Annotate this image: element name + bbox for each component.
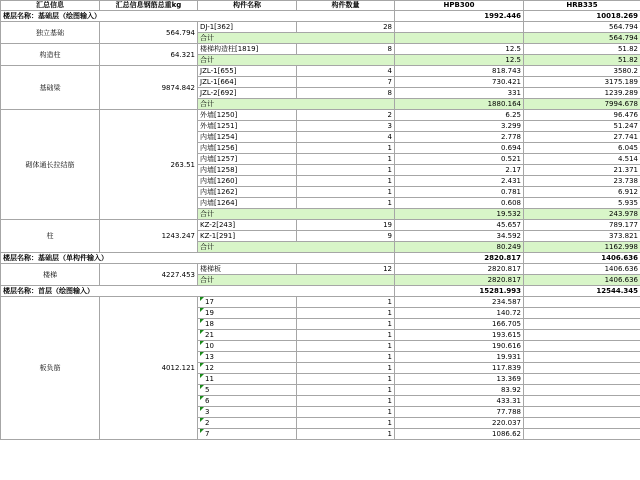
hrb335-cell[interactable] <box>524 319 640 330</box>
component-name-text: KZ-1[291] <box>200 232 236 240</box>
hpb300-cell[interactable]: 818.743 <box>395 66 524 77</box>
hpb300-cell[interactable]: 2.17 <box>395 165 524 176</box>
hrb335-cell[interactable]: 51.82 <box>524 44 640 55</box>
component-name-cell[interactable] <box>198 264 297 275</box>
component-count-cell[interactable]: 1 <box>297 154 395 165</box>
header-total-weight[interactable]: 汇总信息钢筋总重kg <box>100 1 198 11</box>
component-name-text: 21 <box>205 331 214 339</box>
component-count-cell[interactable]: 1 <box>297 330 395 341</box>
hrb335-cell[interactable]: 27.741 <box>524 132 640 143</box>
subtotal-label-cell[interactable]: 合计 <box>198 275 395 286</box>
component-name-cell[interactable] <box>198 121 297 132</box>
hrb335-cell[interactable]: 5.935 <box>524 198 640 209</box>
cell-marker-icon <box>200 429 204 433</box>
cell-marker-icon <box>200 352 204 356</box>
subtotal-hrb335-cell[interactable]: 7994.678 <box>524 99 640 110</box>
component-name-cell[interactable] <box>198 352 297 363</box>
hrb335-cell[interactable]: 1239.289 <box>524 88 640 99</box>
component-name-cell[interactable] <box>198 341 297 352</box>
component-count-cell[interactable]: 4 <box>297 132 395 143</box>
component-count-cell[interactable]: 1 <box>297 143 395 154</box>
component-count-cell[interactable]: 1 <box>297 187 395 198</box>
subtotal-label-cell[interactable]: 合计 <box>198 55 395 66</box>
component-name-text: KZ-2[243] <box>200 221 236 229</box>
component-name-cell[interactable] <box>198 319 297 330</box>
hpb300-cell[interactable]: 19.931 <box>395 352 524 363</box>
component-count-cell[interactable]: 1 <box>297 176 395 187</box>
component-count-cell[interactable]: 1 <box>297 165 395 176</box>
component-name-text: 内墙[1257] <box>200 155 238 163</box>
table-row <box>1 66 640 77</box>
group-weight-cell[interactable]: 1243.247 <box>100 220 198 253</box>
table-row <box>1 220 640 231</box>
header-hpb300[interactable]: HPB300 <box>395 1 524 11</box>
component-name-text: 楼梯构造柱[1819] <box>200 45 259 53</box>
component-name-cell[interactable] <box>198 44 297 55</box>
table-body <box>1 1 640 440</box>
hpb300-cell[interactable]: 2.431 <box>395 176 524 187</box>
cell-marker-icon <box>200 341 204 345</box>
hrb335-cell[interactable]: 51.247 <box>524 121 640 132</box>
hpb300-cell[interactable]: 140.72 <box>395 308 524 319</box>
group-weight-cell[interactable]: 64.321 <box>100 44 198 66</box>
group-weight-cell[interactable]: 9874.842 <box>100 66 198 110</box>
group-weight-cell[interactable]: 4227.453 <box>100 264 198 286</box>
group-name-cell[interactable]: 独立基础 <box>1 22 100 44</box>
component-name-text: 内墙[1264] <box>200 199 238 207</box>
hpb300-cell[interactable]: 166.705 <box>395 319 524 330</box>
table-row <box>1 264 640 275</box>
hrb335-cell[interactable]: 96.476 <box>524 110 640 121</box>
table-row <box>1 297 640 308</box>
floor-hpb300-total[interactable]: 1992.446 <box>395 11 524 22</box>
component-name-cell[interactable] <box>198 374 297 385</box>
component-name-text: 内墙[1254] <box>200 133 238 141</box>
hrb335-cell[interactable]: 789.177 <box>524 220 640 231</box>
cell-marker-icon <box>200 374 204 378</box>
component-count-cell[interactable]: 2 <box>297 110 395 121</box>
cell-marker-icon <box>200 330 204 334</box>
hpb300-cell[interactable]: 2820.817 <box>395 264 524 275</box>
component-name-cell[interactable] <box>198 385 297 396</box>
cell-marker-icon <box>200 396 204 400</box>
component-name-cell[interactable] <box>198 396 297 407</box>
floor-hrb335-total[interactable]: 1406.636 <box>524 253 640 264</box>
floor-hrb335-total[interactable]: 10018.269 <box>524 11 640 22</box>
component-count-cell[interactable]: 1 <box>297 352 395 363</box>
component-name-text: 外墙[1251] <box>200 122 238 130</box>
component-name-text: 3 <box>205 408 210 416</box>
hrb335-cell[interactable] <box>524 407 640 418</box>
hrb335-cell[interactable] <box>524 374 640 385</box>
floor-label[interactable]: 楼层名称：首层（绘图输入） <box>1 286 395 297</box>
component-count-cell[interactable]: 7 <box>297 77 395 88</box>
hpb300-cell[interactable]: 3.299 <box>395 121 524 132</box>
component-name-cell[interactable] <box>198 77 297 88</box>
hpb300-cell[interactable]: 0.694 <box>395 143 524 154</box>
header-hrb335[interactable]: HRB335 <box>524 1 640 11</box>
component-name-cell[interactable] <box>198 429 297 440</box>
hpb300-cell[interactable]: 12.5 <box>395 44 524 55</box>
hpb300-cell[interactable]: 2.778 <box>395 132 524 143</box>
component-count-cell[interactable]: 1 <box>297 308 395 319</box>
hrb335-cell[interactable] <box>524 330 640 341</box>
hrb335-cell[interactable]: 21.371 <box>524 165 640 176</box>
group-name-cell[interactable]: 柱 <box>1 220 100 253</box>
hpb300-cell[interactable]: 77.788 <box>395 407 524 418</box>
component-count-cell[interactable]: 1 <box>297 341 395 352</box>
hrb335-cell[interactable]: 373.821 <box>524 231 640 242</box>
component-name-text: 2 <box>205 419 210 427</box>
hpb300-cell[interactable]: 0.521 <box>395 154 524 165</box>
header-summary-info[interactable]: 汇总信息 <box>1 1 100 11</box>
component-name-text: 内墙[1262] <box>200 188 238 196</box>
component-name-text: 5 <box>205 386 210 394</box>
component-name-cell[interactable] <box>198 220 297 231</box>
hpb300-cell[interactable]: 45.657 <box>395 220 524 231</box>
component-count-cell[interactable]: 8 <box>297 88 395 99</box>
component-name-cell[interactable] <box>198 22 297 33</box>
hpb300-cell[interactable]: 190.616 <box>395 341 524 352</box>
component-name-cell[interactable] <box>198 198 297 209</box>
component-name-cell[interactable] <box>198 330 297 341</box>
component-name-cell[interactable] <box>198 363 297 374</box>
component-count-cell[interactable]: 1 <box>297 319 395 330</box>
subtotal-hpb300-cell[interactable]: 12.5 <box>395 55 524 66</box>
component-name-text: 19 <box>205 309 214 317</box>
hpb300-cell[interactable]: 6.25 <box>395 110 524 121</box>
subtotal-hrb335-cell[interactable]: 243.978 <box>524 209 640 220</box>
subtotal-hpb300-cell[interactable]: 19.532 <box>395 209 524 220</box>
subtotal-label-cell[interactable]: 合计 <box>198 99 395 110</box>
component-name-cell[interactable] <box>198 143 297 154</box>
component-count-cell[interactable]: 3 <box>297 121 395 132</box>
component-count-cell[interactable]: 19 <box>297 220 395 231</box>
group-name-cell[interactable]: 板负筋 <box>1 297 100 440</box>
hrb335-cell[interactable]: 23.738 <box>524 176 640 187</box>
hpb300-cell[interactable]: 234.587 <box>395 297 524 308</box>
hpb300-cell[interactable]: 13.369 <box>395 374 524 385</box>
component-name-text: 17 <box>205 298 214 306</box>
floor-hpb300-total[interactable]: 2820.817 <box>395 253 524 264</box>
subtotal-hpb300-cell[interactable]: 2820.817 <box>395 275 524 286</box>
hrb335-cell[interactable] <box>524 363 640 374</box>
hrb335-cell[interactable] <box>524 429 640 440</box>
cell-marker-icon <box>200 297 204 301</box>
hrb335-cell[interactable] <box>524 418 640 429</box>
component-name-cell[interactable] <box>198 110 297 121</box>
floor-hpb300-total[interactable]: 15281.993 <box>395 286 524 297</box>
component-name-cell[interactable] <box>198 165 297 176</box>
hrb335-cell[interactable] <box>524 385 640 396</box>
hrb335-cell[interactable]: 6.045 <box>524 143 640 154</box>
hrb335-cell[interactable] <box>524 308 640 319</box>
component-count-cell[interactable]: 1 <box>297 385 395 396</box>
component-count-cell[interactable]: 1 <box>297 396 395 407</box>
hpb300-cell[interactable]: 83.92 <box>395 385 524 396</box>
hpb300-cell[interactable]: 117.839 <box>395 363 524 374</box>
cell-marker-icon <box>200 363 204 367</box>
subtotal-hpb300-cell[interactable]: 80.249 <box>395 242 524 253</box>
component-count-cell[interactable]: 12 <box>297 264 395 275</box>
subtotal-label-cell[interactable]: 合计 <box>198 33 395 44</box>
component-name-text: 11 <box>205 375 214 383</box>
component-count-cell[interactable]: 1 <box>297 407 395 418</box>
group-name-cell[interactable]: 砌体通长拉结筋 <box>1 110 100 220</box>
hpb300-cell[interactable]: 193.615 <box>395 330 524 341</box>
hpb300-cell[interactable] <box>395 22 524 33</box>
floor-label[interactable]: 楼层名称：基础层（绘图输入） <box>1 11 395 22</box>
component-name-text: JZL-2[692] <box>200 89 237 97</box>
component-name-text: 内墙[1260] <box>200 177 238 185</box>
component-name-text: 楼梯板 <box>200 265 221 273</box>
component-name-cell[interactable] <box>198 407 297 418</box>
component-count-cell[interactable]: 1 <box>297 418 395 429</box>
table-row <box>1 22 640 33</box>
subtotal-hrb335-cell[interactable]: 1406.636 <box>524 275 640 286</box>
group-name-cell[interactable]: 基础梁 <box>1 66 100 110</box>
component-name-text: 外墙[1250] <box>200 111 238 119</box>
component-name-text: 13 <box>205 353 214 361</box>
cell-marker-icon <box>200 308 204 312</box>
component-count-cell[interactable]: 9 <box>297 231 395 242</box>
cell-marker-icon <box>200 407 204 411</box>
component-name-cell[interactable] <box>198 231 297 242</box>
subtotal-label-cell[interactable]: 合计 <box>198 209 395 220</box>
hrb335-cell[interactable] <box>524 297 640 308</box>
component-name-text: 18 <box>205 320 214 328</box>
hpb300-cell[interactable]: 1086.62 <box>395 429 524 440</box>
group-weight-cell[interactable]: 4012.121 <box>100 297 198 440</box>
hpb300-cell[interactable]: 331 <box>395 88 524 99</box>
component-name-cell[interactable] <box>198 66 297 77</box>
group-name-cell[interactable]: 楼梯 <box>1 264 100 286</box>
component-name-text: 内墙[1256] <box>200 144 238 152</box>
component-count-cell[interactable]: 1 <box>297 363 395 374</box>
floor-row <box>1 11 640 22</box>
subtotal-hpb300-cell[interactable]: 1880.164 <box>395 99 524 110</box>
header-row <box>1 1 640 11</box>
table-row <box>1 44 640 55</box>
component-name-cell[interactable] <box>198 187 297 198</box>
table-row <box>1 110 640 121</box>
hrb335-cell[interactable]: 564.794 <box>524 22 640 33</box>
floor-row <box>1 253 640 264</box>
component-name-text: 10 <box>205 342 214 350</box>
cell-marker-icon <box>200 385 204 389</box>
component-name-text: 7 <box>205 430 210 438</box>
component-name-text: JZL-1[664] <box>200 78 237 86</box>
hrb335-cell[interactable]: 1406.636 <box>524 264 640 275</box>
hrb335-cell[interactable]: 3580.2 <box>524 66 640 77</box>
hpb300-cell[interactable]: 220.037 <box>395 418 524 429</box>
cell-marker-icon <box>200 418 204 422</box>
hpb300-cell[interactable]: 34.592 <box>395 231 524 242</box>
component-count-cell[interactable]: 1 <box>297 297 395 308</box>
component-name-cell[interactable] <box>198 88 297 99</box>
group-weight-cell[interactable]: 263.51 <box>100 110 198 220</box>
hpb300-cell[interactable]: 730.421 <box>395 77 524 88</box>
component-name-text: 内墙[1258] <box>200 166 238 174</box>
component-count-cell[interactable]: 1 <box>297 198 395 209</box>
component-count-cell[interactable]: 1 <box>297 374 395 385</box>
cell-marker-icon <box>200 319 204 323</box>
hpb300-cell[interactable]: 0.781 <box>395 187 524 198</box>
component-name-cell[interactable] <box>198 132 297 143</box>
hrb335-cell[interactable]: 6.912 <box>524 187 640 198</box>
hrb335-cell[interactable] <box>524 341 640 352</box>
component-name-text: 6 <box>205 397 210 405</box>
floor-row <box>1 286 640 297</box>
hrb335-cell[interactable] <box>524 352 640 363</box>
component-count-cell[interactable]: 8 <box>297 44 395 55</box>
floor-hrb335-total[interactable]: 12544.345 <box>524 286 640 297</box>
hrb335-cell[interactable]: 4.514 <box>524 154 640 165</box>
subtotal-hpb300-cell[interactable] <box>395 33 524 44</box>
group-weight-cell[interactable]: 564.794 <box>100 22 198 44</box>
hpb300-cell[interactable]: 0.608 <box>395 198 524 209</box>
hpb300-cell[interactable]: 433.31 <box>395 396 524 407</box>
component-count-cell[interactable]: 28 <box>297 22 395 33</box>
subtotal-hrb335-cell[interactable]: 1162.998 <box>524 242 640 253</box>
component-name-cell[interactable] <box>198 154 297 165</box>
header-component-name[interactable]: 构件名称 <box>198 1 297 11</box>
floor-label[interactable]: 楼层名称：基础层（单构件输入） <box>1 253 395 264</box>
subtotal-label-cell[interactable]: 合计 <box>198 242 395 253</box>
component-count-cell[interactable]: 1 <box>297 429 395 440</box>
component-name-cell[interactable] <box>198 176 297 187</box>
component-name-cell[interactable] <box>198 297 297 308</box>
header-component-count[interactable]: 构件数量 <box>297 1 395 11</box>
hrb335-cell[interactable] <box>524 396 640 407</box>
component-name-cell[interactable] <box>198 308 297 319</box>
subtotal-hrb335-cell[interactable]: 51.82 <box>524 55 640 66</box>
subtotal-hrb335-cell[interactable]: 564.794 <box>524 33 640 44</box>
hrb335-cell[interactable]: 3175.189 <box>524 77 640 88</box>
component-name-text: 12 <box>205 364 214 372</box>
component-name-cell[interactable] <box>198 418 297 429</box>
component-count-cell[interactable]: 4 <box>297 66 395 77</box>
group-name-cell[interactable]: 构造柱 <box>1 44 100 66</box>
component-name-text: DJ-1[362] <box>200 23 234 31</box>
component-name-text: JZL-1[655] <box>200 67 237 75</box>
